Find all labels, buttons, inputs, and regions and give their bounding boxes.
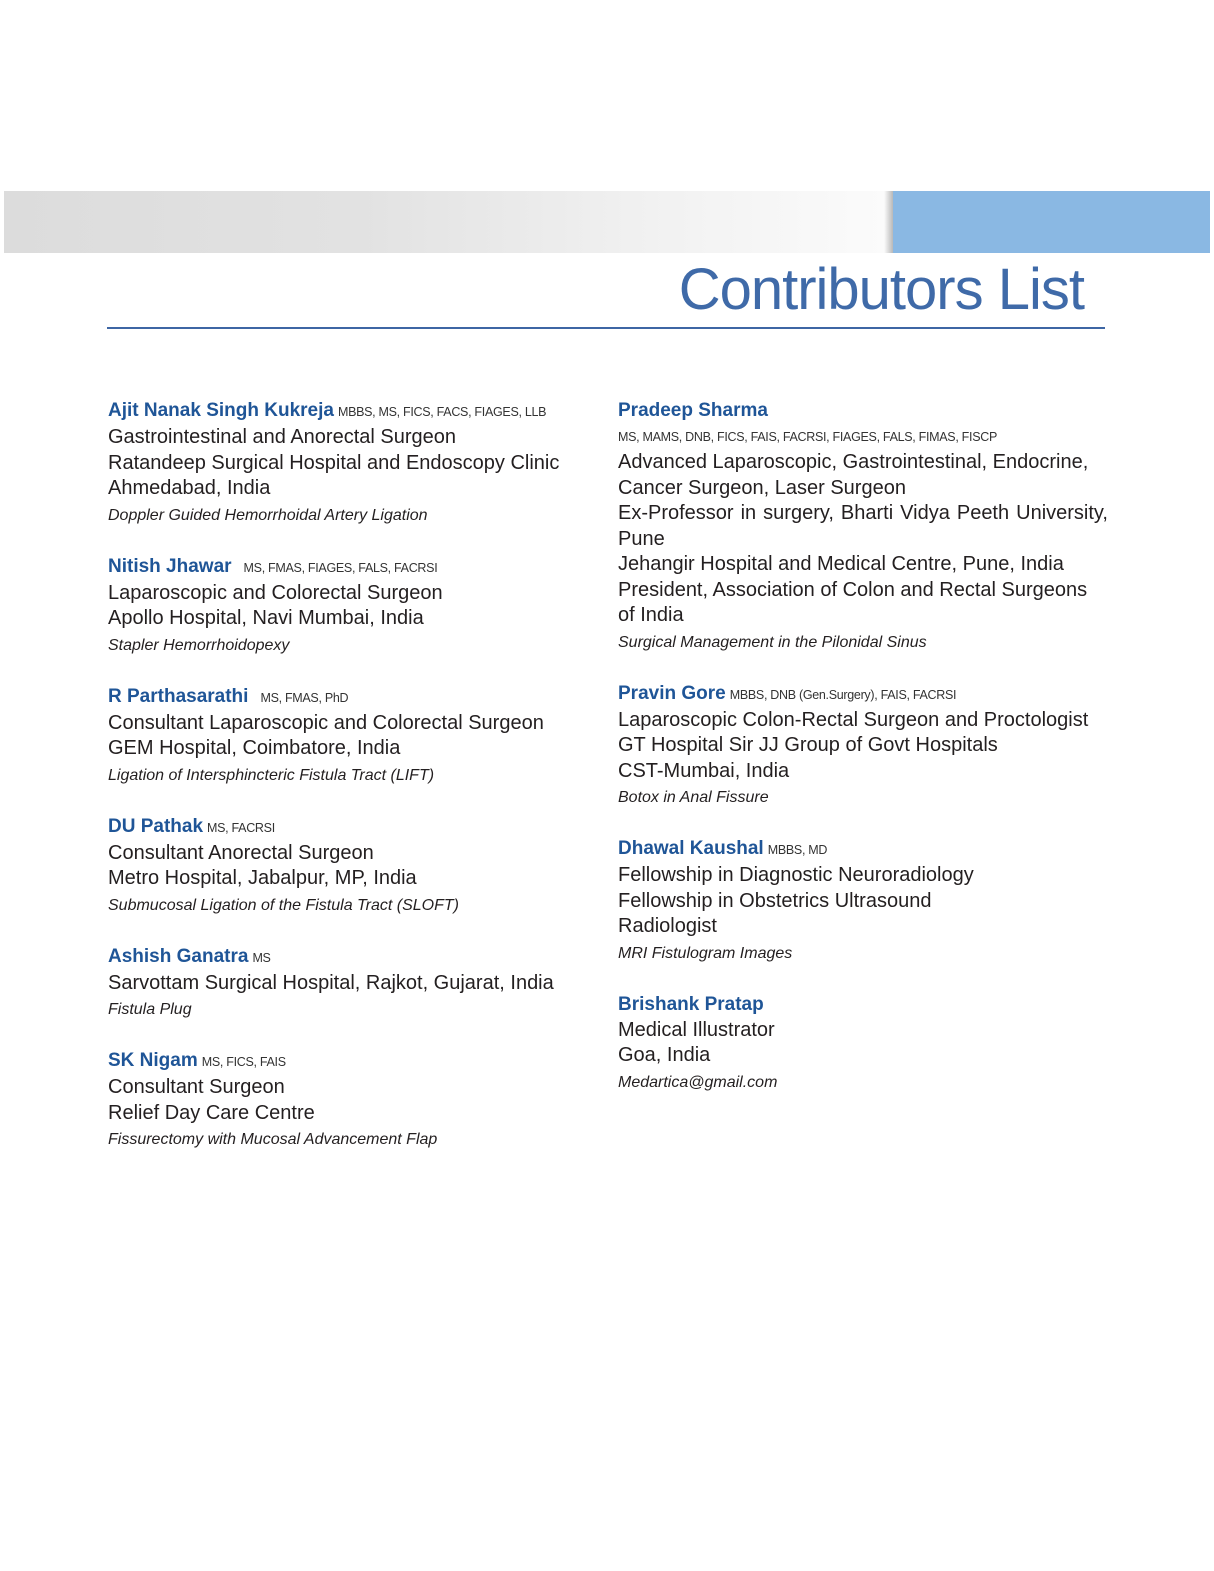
contributor-degrees: MBBS, MS, FICS, FACS, FIAGES, LLB: [337, 405, 547, 419]
contributor-degrees: MS, FMAS, PhD: [260, 690, 349, 705]
contributor-name-line: [618, 836, 1108, 863]
contributor-entry: [618, 398, 1108, 657]
contributor-chapter-topic: MRI Fistulogram Images: [618, 944, 793, 962]
contributor-location: Goa, India: [618, 1044, 711, 1066]
contributor-name: Pradeep Sharma: [618, 400, 768, 421]
contributor-degrees: MBBS, DNB (Gen.Surgery), FAIS, FACRSI: [729, 687, 957, 702]
contributor-role: Radiologist: [618, 915, 717, 937]
contributor-name-line: [108, 944, 598, 971]
contributor-name-line: [108, 398, 598, 425]
contributor-entry: [618, 681, 1108, 813]
contributor-role: Consultant Laparoscopic and Colorectal Surgeon: [108, 711, 544, 734]
contributor-degrees: MS, MAMS, DNB, FICS, FAIS, FACRSI, FIAGES, FALS, FIMAS, FISCP: [618, 430, 997, 444]
contributor-name-line: [618, 398, 1108, 424]
contributor-location: CST-Mumbai, India: [618, 759, 790, 782]
contributor-former-position: Ex-Professor in surgery, Bharti Vidya Peeth University,: [618, 502, 1108, 524]
contributor-role: Cancer Surgeon, Laser Surgeon: [618, 476, 906, 499]
contributor-name-line: [618, 681, 1108, 708]
contributor-affiliation: Jehangir Hospital and Medical Centre, Pune, India: [618, 553, 1064, 575]
contributor-affiliation: Sarvottam Surgical Hospital, Rajkot, Gujarat, India: [108, 971, 554, 994]
contributor-chapter-topic: Fissurectomy with Mucosal Advancement Flap: [108, 1131, 438, 1148]
contributor-name: Brishank Pratap: [618, 993, 764, 1015]
header-blue-accent: [893, 191, 1210, 253]
contributor-name: Ajit Nanak Singh Kukreja: [108, 400, 334, 421]
contributor-chapter-topic: Submucosal Ligation of the Fistula Tract (SLOFT): [108, 896, 459, 914]
contributor-fellowship: Fellowship in Obstetrics Ultrasound: [618, 889, 932, 912]
contributor-name: Dhawal Kaushal: [618, 838, 764, 859]
contributor-role: Advanced Laparoscopic, Gastrointestinal, Endocrine,: [618, 451, 1089, 473]
contributor-role: Gastrointestinal and Anorectal Surgeon: [108, 426, 456, 448]
contributor-name: DU Pathak: [108, 815, 204, 837]
contributors-right-column: [618, 398, 1108, 1121]
contributors-left-column: [108, 398, 598, 1178]
contributor-chapter-topic: Fistula Plug: [108, 1001, 192, 1018]
contributor-name: Nitish Jhawar: [108, 555, 232, 577]
contributor-entry: [618, 992, 1108, 1097]
contributor-name: Ashish Ganatra: [108, 945, 249, 967]
contributor-chapter-topic: Surgical Management in the Pilonidal Sinus: [618, 633, 927, 651]
contributor-role: Medical Illustrator: [618, 1018, 775, 1041]
contributor-entry: [108, 554, 598, 660]
contributor-name-line: [618, 992, 1108, 1018]
contributor-role: Laparoscopic and Colorectal Surgeon: [108, 581, 443, 604]
contributor-chapter-topic: Doppler Guided Hemorrhoidal Artery Ligation: [108, 506, 428, 524]
contributor-degrees: MS, FICS, FAIS: [201, 1055, 286, 1069]
contributor-degrees: MS, FACRSI: [207, 820, 275, 835]
contributor-email: Medartica@gmail.com: [618, 1073, 778, 1091]
contributor-location: Ahmedabad, India: [108, 477, 271, 499]
contributor-entry: [108, 944, 598, 1025]
contributor-affiliation: GEM Hospital, Coimbatore, India: [108, 737, 401, 759]
contributor-degrees: MBBS, MD: [767, 843, 828, 857]
header-gray-band: [4, 191, 893, 253]
contributor-affiliation: GT Hospital Sir JJ Group of Govt Hospitals: [618, 734, 998, 756]
contributor-name: Pravin Gore: [618, 682, 726, 704]
contributor-fellowship: Fellowship in Diagnostic Neuroradiology: [618, 864, 974, 886]
contributor-chapter-topic: Stapler Hemorrhoidopexy: [108, 636, 290, 654]
contributor-role: Laparoscopic Colon-Rectal Surgeon and Proctologist: [618, 708, 1089, 731]
contributor-association: of India: [618, 604, 684, 626]
contributor-entry: [618, 836, 1108, 968]
contributor-chapter-topic: Ligation of Intersphincteric Fistula Tract (LIFT): [108, 766, 435, 784]
contributor-affiliation: Ratandeep Surgical Hospital and Endoscopy Clinic: [108, 451, 560, 474]
contributor-entry: [108, 684, 598, 790]
contributor-former-position: Pune: [618, 527, 665, 550]
contributor-degrees: MS: [252, 950, 271, 965]
contributor-name-line: [108, 814, 598, 841]
title-underline-divider: [107, 327, 1105, 329]
contributor-association: President, Association of Colon and Rectal Surgeons: [618, 578, 1088, 601]
contributor-role: Consultant Surgeon: [108, 1076, 285, 1098]
contributor-name-line: [108, 554, 598, 581]
contributor-name: SK Nigam: [108, 1050, 198, 1071]
contributor-entry: [108, 1048, 598, 1154]
contributor-name-line: [108, 684, 598, 711]
contributor-affiliation: Relief Day Care Centre: [108, 1101, 315, 1124]
contributor-name: R Parthasarathi: [108, 685, 249, 707]
contributor-entry: [108, 814, 598, 920]
contributor-name-line: [108, 1048, 598, 1075]
contributor-affiliation: Apollo Hospital, Navi Mumbai, India: [108, 607, 424, 629]
contributor-affiliation: Metro Hospital, Jabalpur, MP, India: [108, 867, 417, 889]
page-title: Contributors List: [678, 257, 1084, 322]
contributor-role: Consultant Anorectal Surgeon: [108, 841, 374, 864]
contributor-degrees: MS, FMAS, FIAGES, FALS, FACRSI: [243, 560, 438, 575]
contributor-entry: [108, 398, 598, 530]
contributor-chapter-topic: Botox in Anal Fissure: [618, 789, 769, 806]
